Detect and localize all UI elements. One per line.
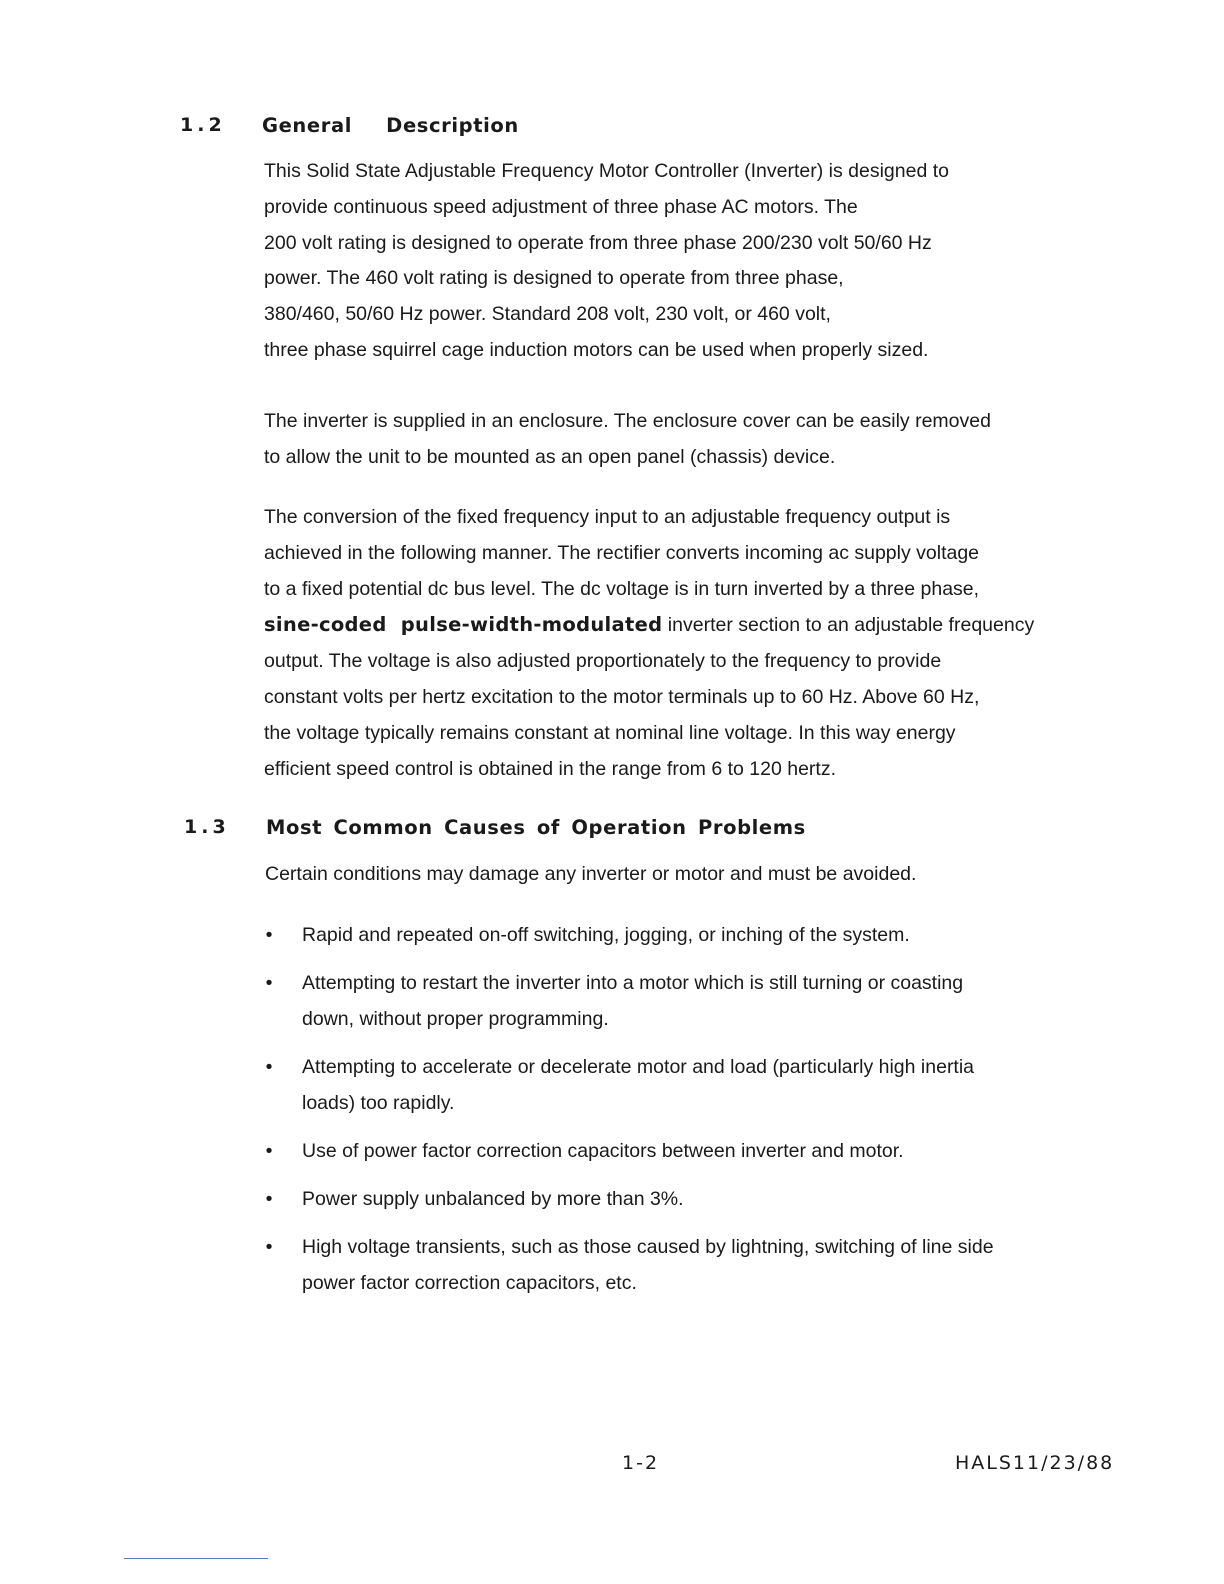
text-line: Attempting to restart the inverter into a motor which is still turning or coasting [302, 972, 964, 994]
bullet-icon: • [265, 1140, 273, 1162]
text-line: achieved in the following manner. The rectifier converts incoming ac supply voltage [264, 541, 980, 564]
document-code: HALS11/23/88 [955, 1452, 1115, 1474]
paragraph-general-3 [264, 500, 1094, 787]
bullet-icon: • [265, 1056, 273, 1078]
paragraph-general-1 [264, 154, 1094, 369]
section-number: 1.3 [184, 816, 230, 838]
bullet-icon: • [265, 924, 273, 946]
text-line: Certain conditions may damage any inverter or motor and must be avoided. [265, 863, 917, 885]
text-line: High voltage transients, such as those caused by lightning, switching of line side [302, 1236, 994, 1258]
section-title: Most Common Causes of Operation Problems [266, 816, 806, 839]
text-line: 380/460, 50/60 Hz power. Standard 208 volt, 230 volt, or 460 volt, [264, 303, 831, 326]
text-line: to allow the unit to be mounted as an open panel (chassis) device. [264, 445, 836, 468]
page-number: 1-2 [622, 1452, 660, 1474]
problem-list [264, 917, 1094, 1313]
text-line: Use of power factor correction capacitors between inverter and motor. [302, 1140, 904, 1162]
text-line: to a fixed potential dc bus level. The dc voltage is in turn inverted by a three phase, [264, 577, 980, 600]
text-line: The inverter is supplied in an enclosure. The enclosure cover can be easily removed [264, 410, 991, 432]
list-item [264, 1049, 1094, 1121]
list-item [264, 917, 1094, 953]
text-line: This Solid State Adjustable Frequency Motor Controller (Inverter) is designed to [264, 160, 949, 182]
section-title: General Description [262, 114, 519, 137]
list-item [264, 1229, 1094, 1301]
text-fragment: inverter section to an adjustable frequency [662, 614, 1035, 637]
text-line: the voltage typically remains constant at nominal line voltage. In this way energy [264, 721, 956, 744]
bullet-icon: • [265, 1188, 273, 1210]
bottom-rule [124, 1558, 268, 1559]
text-line: loads) too rapidly. [302, 1092, 455, 1114]
text-line-mixed [264, 607, 1094, 644]
text-line: provide continuous speed adjustment of three phase AC motors. The [264, 195, 858, 218]
bold-term: sine-coded pulse-width-modulated [264, 613, 663, 637]
section-number: 1.2 [180, 114, 226, 136]
text-line: efficient speed control is obtained in the range from 6 to 120 hertz. [264, 757, 836, 780]
list-item [264, 1133, 1094, 1169]
text-line: Rapid and repeated on-off switching, jogging, or inching of the system. [302, 924, 910, 946]
text-line: power factor correction capacitors, etc. [302, 1272, 637, 1294]
text-line: three phase squirrel cage induction motors can be used when properly sized. [264, 338, 929, 361]
list-item [264, 1181, 1094, 1217]
text-line: 200 volt rating is designed to operate from three phase 200/230 volt 50/60 Hz [264, 231, 932, 254]
text-line: output. The voltage is also adjusted proportionately to the frequency to provide [264, 650, 942, 673]
text-line: constant volts per hertz excitation to the motor terminals up to 60 Hz. Above 60 Hz, [264, 685, 980, 708]
section-intro [265, 857, 1095, 893]
list-item [264, 965, 1094, 1037]
text-line: Power supply unbalanced by more than 3%. [302, 1188, 684, 1210]
paragraph-general-2 [264, 404, 1094, 476]
bullet-icon: • [265, 972, 273, 994]
text-line: Attempting to accelerate or decelerate motor and load (particularly high inertia [302, 1056, 975, 1078]
text-line: down, without proper programming. [302, 1008, 609, 1030]
bullet-icon: • [265, 1236, 273, 1258]
text-line: power. The 460 volt rating is designed to operate from three phase, [264, 267, 844, 290]
text-line: The conversion of the fixed frequency input to an adjustable frequency output is [264, 506, 951, 528]
